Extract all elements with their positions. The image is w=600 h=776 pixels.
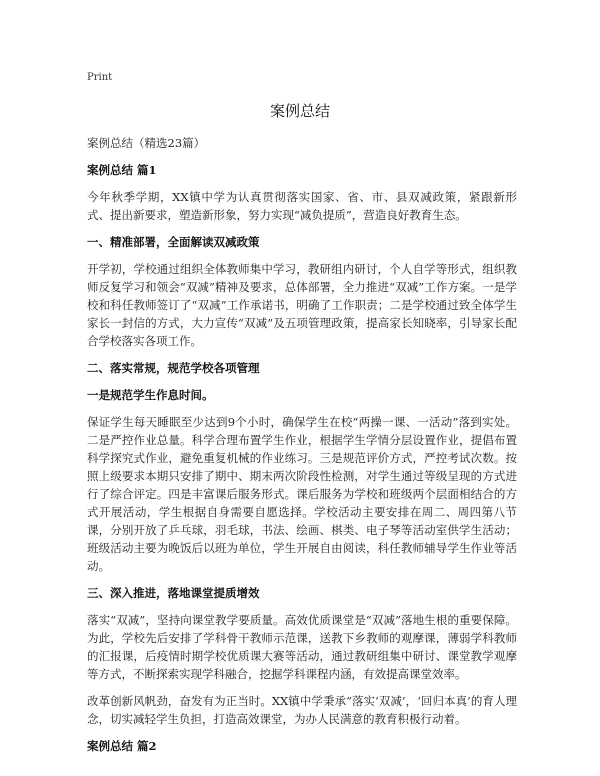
subheading-1: 一是规范学生作息时间。	[87, 388, 214, 402]
paragraph-3: 落实“双减”，坚持向课堂教学要质量。高效优质课堂是“双减”落地生根的重要保障。为此，学校先后安排了学科骨干教师示范课，送教下乡教师的观摩课，薄弱学科教师的汇报课，后疫情时期学校优质课大赛等活动，通过教研组集中研讨、课堂教学观摩等方式，不断探索实现学科融合，挖掘学科课程内涵，有效提高课堂效率。	[87, 613, 517, 681]
document-subtitle: 案例总结（精选23篇）	[87, 136, 206, 150]
paragraph-4: 改革创新风帆劲，奋发有为正当时。XX镇中学秉承“落实‘双减’，‘回归本真’的育人理念，切实减轻学生负担，打造高效课堂，为办人民满意的教育积极行动着。	[87, 694, 517, 726]
section-2-title: 案例总结 篇2	[87, 739, 157, 753]
print-label[interactable]: Print	[87, 72, 113, 83]
heading-2: 二、落实常规，规范学校各项管理	[87, 361, 260, 375]
document-body	[87, 134, 517, 764]
section-1-title: 案例总结 篇1	[87, 163, 157, 177]
paragraph-2: 保证学生每天睡眠至少达到9个小时，确保学生在校“两操一课、一活动”落到实处。二是严控作业总量。科学合理布置学生作业，根据学生学情分层设置作业，提倡布置科学探究式作业，避免重复机械的作业练习。三是规范评价方式，严控考试次数。按照上级要求本期只安排了期中、期末两次阶段性检测，对学生通过等级呈现的方式进行了综合评定。四是丰富课后服务形式。课后服务为学校和班级两个层面相结合的方式开展活动，学生根据自身需要自愿选择。学校活动主要安排在周二、周四第八节课，分别开放了乒乓球，羽毛球，书法、绘画、棋类、电子琴等活动室供学生活动；班级活动主要为晚饭后以班为单位，学生开展自由阅读，科任教师辅导学生作业等活动。	[87, 415, 517, 573]
intro-paragraph: 今年秋季学期，XX镇中学为认真贯彻落实国家、省、市、县双减政策，紧跟新形式、提出新要求，塑造新形象，努力实现“减负提质”，营造良好教育生态。	[87, 190, 517, 222]
paragraph-1: 开学初，学校通过组织全体教师集中学习，教研组内研讨，个人自学等形式，组织教师反复学习和领会“双减”精神及要求，总体部署，全力推进“双减”工作方案。一是学校和科任教师签订了“双减”工作承诺书，明确了工作职责；二是学校通过致全体学生家长一封信的方式，大力宣传“双减”及五项管理政策，提高家长知晓率，引导家长配合学校落实各项工作。	[87, 262, 517, 348]
heading-1: 一、精准部署，全面解读双减政策	[87, 235, 260, 249]
page-title: 案例总结	[269, 102, 330, 120]
heading-3: 三、深入推进，落地课堂提质增效	[87, 586, 260, 600]
